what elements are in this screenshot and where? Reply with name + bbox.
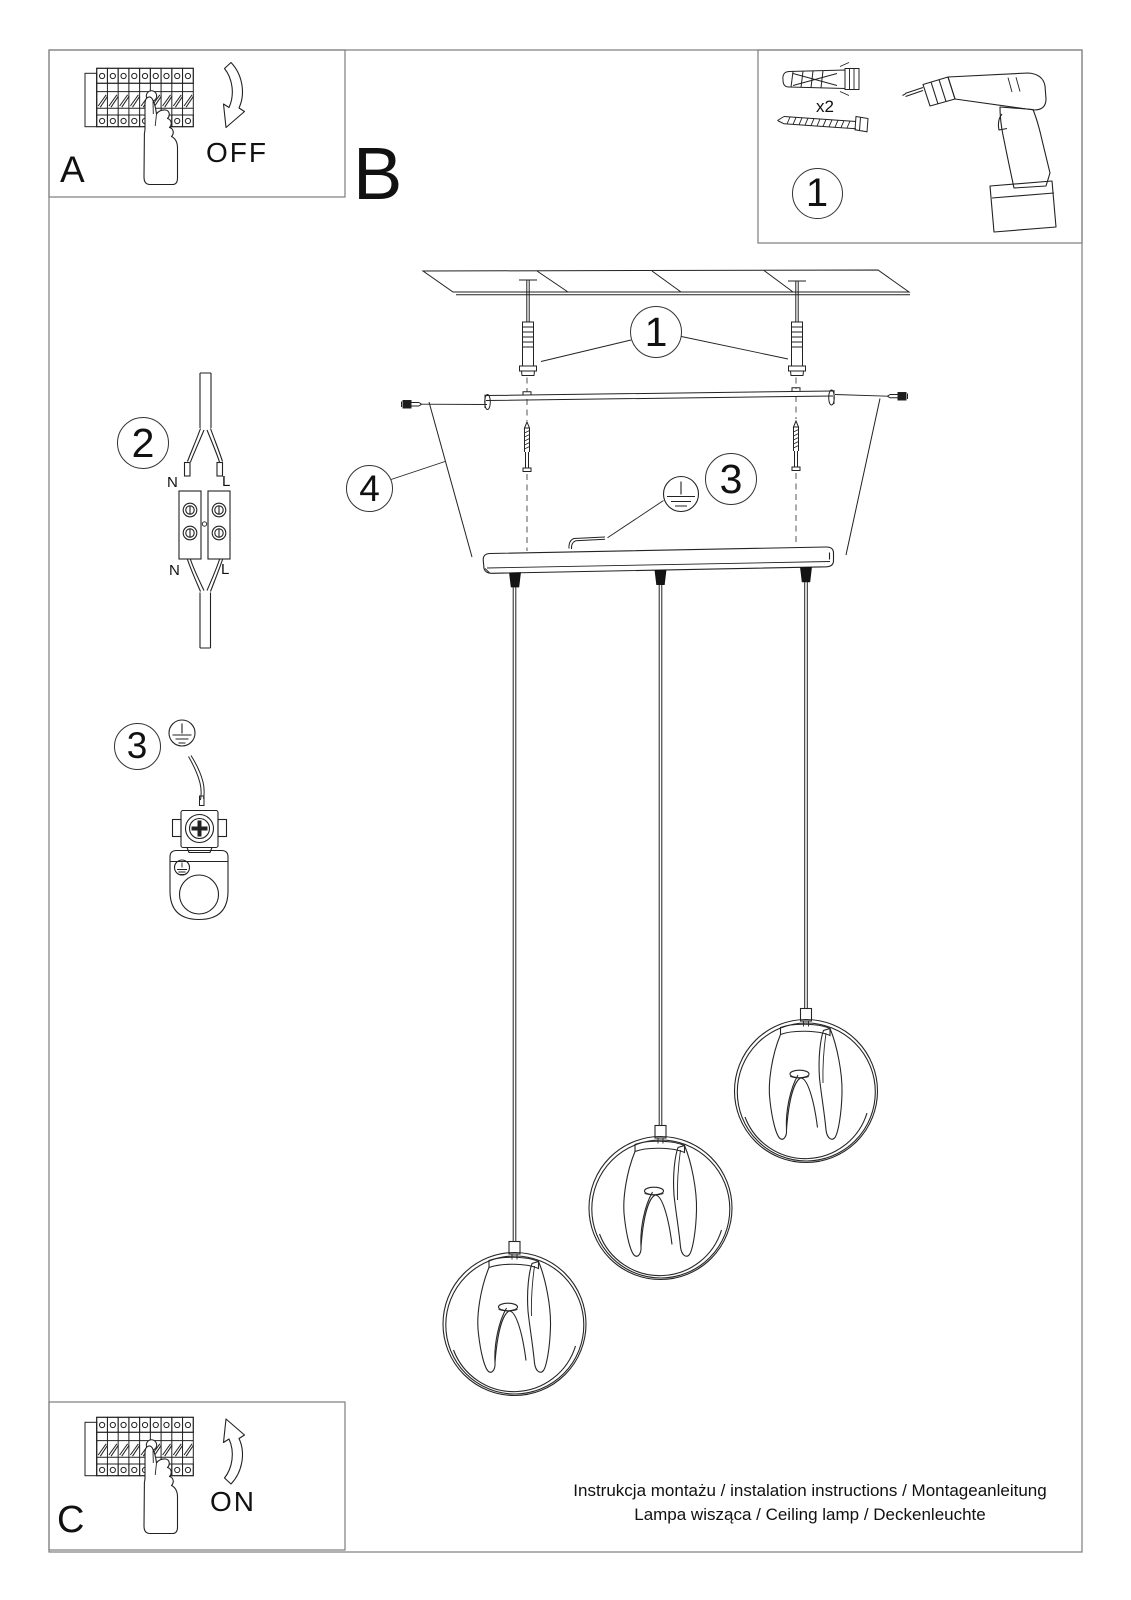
terminal-label-n-bottom: N — [169, 562, 180, 579]
terminal-label-n-top: N — [167, 474, 178, 491]
canopy-bar-drawing — [483, 547, 833, 573]
breaker-panel-a — [85, 68, 193, 126]
step-c-letter: C — [57, 1499, 85, 1541]
ground-symbol-main — [608, 477, 699, 538]
pendant-lamp-middle — [589, 1126, 732, 1280]
canopy-cone-drawing — [429, 399, 880, 558]
footer-text — [470, 1479, 1131, 1527]
terminal-label-l-top: L — [222, 473, 231, 490]
anchor-quantity-label: x2 — [816, 97, 834, 116]
canopy-screws-drawing — [523, 421, 800, 472]
terminal-label-l-bottom: L — [221, 561, 230, 578]
drill-drawing — [903, 73, 1057, 232]
step-c-action-label: ON — [210, 1486, 256, 1517]
callout-parts-1: 1 — [792, 168, 843, 219]
ground-wire-drawing — [189, 756, 205, 806]
centre-dashed-lines — [527, 378, 796, 552]
step-a-letter: A — [60, 149, 85, 190]
mounting-screw-drawing — [778, 117, 869, 132]
callout-ground-main-3: 3 — [705, 453, 757, 505]
breaker-panel-c — [85, 1417, 193, 1475]
step-a-box — [49, 50, 345, 197]
mounting-strap-drawing — [485, 388, 835, 410]
callout-canopy-4: 4 — [346, 465, 393, 512]
footer-line-2: Lampa wisząca / Ceiling lamp / Deckenleuchte — [634, 1505, 986, 1524]
on-arrow-icon — [224, 1419, 245, 1484]
ceiling-drawing — [423, 270, 910, 295]
callout-ground-3: 3 — [114, 723, 161, 770]
pendant-lamp-right — [735, 1009, 878, 1163]
callout-anchors-1: 1 — [630, 306, 682, 358]
pointing-hand-icon-a — [144, 97, 178, 185]
step-b-letter: B — [353, 132, 403, 215]
step-a-action-label: OFF — [206, 137, 268, 168]
off-arrow-icon — [224, 63, 245, 128]
wall-anchor-drawing — [783, 63, 859, 96]
ground-symbol-step3 — [169, 720, 195, 746]
ground-terminal-drawing — [173, 811, 227, 853]
earth-wire-drawing — [569, 537, 605, 549]
pendant-lamp-left — [443, 1242, 586, 1396]
footer-line-1: Instrukcja montażu / instalation instructions / Montageanleitung — [573, 1481, 1047, 1500]
callout-4-leader — [390, 462, 446, 481]
pointing-hand-icon-c — [144, 1446, 178, 1534]
ceiling-bracket-part-drawing — [170, 851, 228, 920]
cord-grips — [510, 567, 812, 587]
callout-wiring-2: 2 — [117, 417, 169, 469]
terminal-block-drawing — [179, 491, 230, 559]
strap-side-screws — [402, 393, 908, 409]
